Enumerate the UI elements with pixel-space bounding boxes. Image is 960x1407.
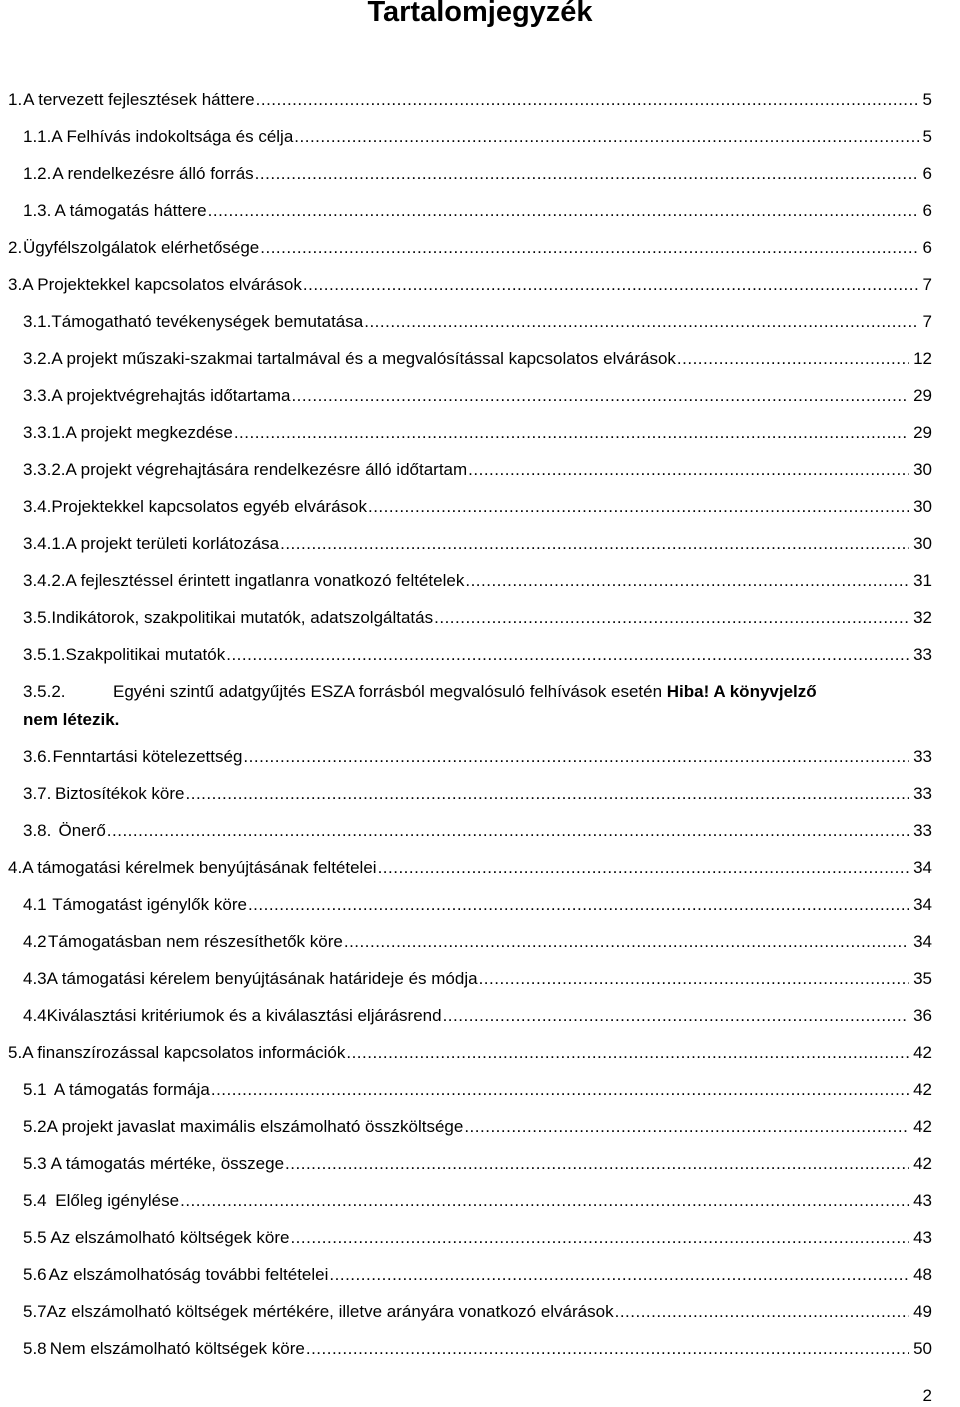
- toc-entry-title: A projekt megkezdése: [65, 423, 233, 442]
- toc-entry-page: 33: [913, 747, 932, 766]
- toc-entry-title: Fenntartási kötelezettség: [52, 747, 243, 766]
- toc-entry-line: [23, 311, 932, 333]
- toc-entry-line: [8, 857, 932, 879]
- toc-entry[interactable]: [0, 237, 960, 274]
- toc-entry-page: 6: [922, 201, 932, 220]
- toc-entry-page: 32: [913, 608, 932, 627]
- toc-entry-page: 50: [913, 1339, 932, 1358]
- dot-leader: [677, 348, 909, 370]
- toc-entry-line: [23, 496, 932, 518]
- bookmark-error-text-continued: nem létezik.: [23, 710, 120, 729]
- toc-entry-number: 4.: [8, 858, 23, 877]
- dot-leader: [346, 1042, 909, 1064]
- toc-entry[interactable]: [0, 1227, 960, 1264]
- toc-entry-page: 30: [913, 534, 932, 553]
- toc-entry-line: [23, 1190, 932, 1212]
- dot-leader: [464, 1116, 909, 1138]
- toc-entry[interactable]: [0, 89, 960, 126]
- toc-entry[interactable]: [0, 459, 960, 496]
- toc-entry-number: 3.3.1.: [23, 423, 66, 442]
- toc-entry-title: A tervezett fejlesztések háttere: [23, 90, 255, 109]
- toc-entry-page: 30: [913, 460, 932, 479]
- toc-entry-page: 42: [913, 1043, 932, 1062]
- dot-leader: [285, 1153, 909, 1175]
- dot-leader: [468, 459, 909, 481]
- toc-entry-title: A támogatás mértéke, összege: [50, 1154, 285, 1173]
- toc-entry-page: 7: [922, 312, 932, 331]
- toc-entry-line: [23, 968, 932, 990]
- toc-entry[interactable]: [0, 1338, 960, 1375]
- toc-entry-title: A Felhívás indokoltsága és célja: [51, 127, 294, 146]
- toc-entry-page: 7: [922, 275, 932, 294]
- toc-entry-title: Egyéni szintű adatgyűjtés ESZA forrásból megvalósuló felhívások esetén: [113, 682, 663, 701]
- dot-leader: [211, 1079, 909, 1101]
- toc-entry-title: A projekt javaslat maximális elszámolható összköltsége: [46, 1117, 464, 1136]
- toc-entry-line: [8, 89, 932, 111]
- toc-entry-title: A támogatás háttere: [54, 201, 207, 220]
- toc-entry-title: A támogatás formája: [53, 1080, 210, 1099]
- toc-entry-page: 36: [913, 1006, 932, 1025]
- toc-entry-number: 5.8: [23, 1339, 47, 1358]
- toc-entry-page: 12: [913, 349, 932, 368]
- toc-entry-line: [23, 570, 932, 592]
- toc-entry-line: [23, 894, 932, 916]
- toc-entry-number: 3.5.1.: [23, 645, 66, 664]
- toc-entry[interactable]: [0, 422, 960, 459]
- toc-entry-page: 30: [913, 497, 932, 516]
- dot-leader: [303, 274, 919, 296]
- dot-leader: [248, 894, 909, 916]
- toc-entry[interactable]: [0, 385, 960, 422]
- dot-leader: [364, 311, 918, 333]
- toc-entry-line: [23, 607, 932, 629]
- toc-entry-title: A projekt műszaki-szakmai tartalmával és a megvalósítással kapcsolatos elvárások: [51, 349, 676, 368]
- toc-entry-number: 1.: [8, 90, 23, 109]
- toc-entry-title: Támogatható tevékenységek bemutatása: [51, 312, 364, 331]
- toc-entry-number: 1.1.: [23, 127, 52, 146]
- toc-entry-page: 34: [913, 858, 932, 877]
- toc-entry-title: A fejlesztéssel érintett ingatlanra vonatkozó feltételek: [65, 571, 465, 590]
- dot-leader: [186, 783, 910, 805]
- toc-entry-page: 33: [913, 821, 932, 840]
- toc-entry[interactable]: [0, 931, 960, 968]
- toc-entry-title: Indikátorok, szakpolitikai mutatók, adatszolgáltatás: [51, 608, 434, 627]
- toc-entry-line: [23, 681, 932, 703]
- toc-entry-number: 3.5.2.: [23, 682, 66, 701]
- dot-leader: [368, 496, 909, 518]
- dot-leader: [291, 385, 909, 407]
- toc-entry-line: [23, 385, 932, 407]
- toc-entry[interactable]: [0, 783, 960, 820]
- toc-entry-page: 43: [913, 1228, 932, 1247]
- toc-entry[interactable]: [0, 496, 960, 533]
- toc-entry-title: A rendelkezésre álló forrás: [52, 164, 254, 183]
- toc-entry[interactable]: [0, 1153, 960, 1190]
- toc-entry-page: 5: [922, 90, 932, 109]
- toc-entry[interactable]: [0, 1301, 960, 1338]
- toc-entry-number: 4.4: [23, 1006, 47, 1025]
- toc-entry[interactable]: [0, 311, 960, 348]
- toc-entry-page: 34: [913, 895, 932, 914]
- toc-entry[interactable]: [0, 274, 960, 311]
- dot-leader: [256, 89, 919, 111]
- dot-leader: [234, 422, 909, 444]
- dot-leader: [465, 570, 909, 592]
- toc-entry-page: 35: [913, 969, 932, 988]
- toc-entry-number: 3.3.2.: [23, 460, 66, 479]
- toc-entry-title: Nem elszámolható költségek köre: [49, 1339, 305, 1358]
- toc-entry-number: 3.5.: [23, 608, 52, 627]
- dot-leader: [329, 1264, 909, 1286]
- toc-entry-page: 5: [922, 127, 932, 146]
- toc-entry[interactable]: [0, 348, 960, 385]
- toc-entry-line: [23, 1301, 932, 1323]
- toc-entry-line: [23, 163, 932, 185]
- dot-leader: [226, 644, 909, 666]
- toc-entry-page: 34: [913, 932, 932, 951]
- toc-entry-line: [23, 783, 932, 805]
- toc-entry-line: [23, 126, 932, 148]
- toc-entry-title: A projekt területi korlátozása: [65, 534, 280, 553]
- toc-entry[interactable]: [0, 968, 960, 1005]
- toc-entry-title: Önerő: [58, 821, 106, 840]
- toc-entry-line: [8, 1042, 932, 1064]
- toc-entry[interactable]: [0, 746, 960, 783]
- page-number: 2: [922, 1386, 932, 1405]
- toc-entry-number: 3.4.2.: [23, 571, 66, 590]
- toc-entry[interactable]: [0, 857, 960, 894]
- toc-entry-page: 6: [922, 164, 932, 183]
- dot-leader: [479, 968, 910, 990]
- toc-entry-line: [23, 348, 932, 370]
- toc-entry-page: 33: [913, 784, 932, 803]
- toc-entry-line: [23, 1005, 932, 1027]
- toc-entry-line: [23, 459, 932, 481]
- toc-entry-page: 31: [913, 571, 932, 590]
- toc-entry-line: [23, 200, 932, 222]
- toc-entry-title: A projekt végrehajtására rendelkezésre álló időtartam: [65, 460, 468, 479]
- toc-entry-line: [23, 422, 932, 444]
- dot-leader: [378, 857, 910, 879]
- toc-entry-page: 43: [913, 1191, 932, 1210]
- toc-entry-title: Biztosítékok köre: [55, 784, 185, 803]
- toc-entry-title: Szakpolitikai mutatók: [65, 645, 226, 664]
- toc-entry-number: 5.: [8, 1043, 23, 1062]
- toc-entry[interactable]: [0, 126, 960, 163]
- toc-entry[interactable]: [0, 1116, 960, 1153]
- toc-entry-number: 4.2: [23, 932, 47, 951]
- toc-entry-page: 48: [913, 1265, 932, 1284]
- toc-entry-line: [23, 1264, 932, 1286]
- toc-entry-page: 49: [913, 1302, 932, 1321]
- toc-entry-title: Kiválasztási kritériumok és a kiválasztási eljárásrend: [46, 1006, 442, 1025]
- toc-entry[interactable]: [0, 1005, 960, 1042]
- dot-leader: [306, 1338, 909, 1360]
- toc-entry-number: 5.6: [23, 1265, 47, 1284]
- toc-entry-title: Az elszámolható költségek köre: [50, 1228, 290, 1247]
- dot-leader: [294, 126, 918, 148]
- toc-entry-page: 29: [913, 386, 932, 405]
- toc-entry-line: [23, 820, 932, 842]
- toc-entry-title: A projektvégrehajtás időtartama: [51, 386, 291, 405]
- toc-entry[interactable]: [0, 1079, 960, 1116]
- toc-entry[interactable]: [0, 607, 960, 644]
- dot-leader: [434, 607, 909, 629]
- toc-entry[interactable]: [0, 1042, 960, 1079]
- toc-entry-title: Projektekkel kapcsolatos egyéb elvárások: [51, 497, 367, 516]
- toc-entry-number: 3.4.1.: [23, 534, 66, 553]
- toc-entry[interactable]: [0, 681, 960, 746]
- toc-entry[interactable]: [0, 533, 960, 570]
- toc-entry-page: 33: [913, 645, 932, 664]
- toc-entry-title: Ügyfélszolgálatok elérhetősége: [23, 238, 260, 257]
- toc-entry-title: A finanszírozással kapcsolatos információk: [22, 1043, 346, 1062]
- dot-leader: [344, 931, 909, 953]
- toc-entry-number: 3.1.: [23, 312, 52, 331]
- toc-entry[interactable]: [0, 200, 960, 237]
- bookmark-error-text: Hiba! A könyvjelző: [666, 682, 817, 701]
- toc-entry-number: 3.8.: [23, 821, 52, 840]
- toc-entry-number: 5.3: [23, 1154, 47, 1173]
- toc-entry-line: [23, 746, 932, 768]
- toc-entry-number: 3.7.: [23, 784, 52, 803]
- toc-entry-number: 3.6.: [23, 747, 52, 766]
- toc-entry-title: A Projektekkel kapcsolatos elvárások: [22, 275, 302, 294]
- toc-entry-number: 1.2.: [23, 164, 52, 183]
- toc-entry-number: 4.3: [23, 969, 47, 988]
- toc-entry-line: [23, 533, 932, 555]
- toc-entry[interactable]: [0, 163, 960, 200]
- dot-leader: [443, 1005, 910, 1027]
- toc-entry-number: 3.2.: [23, 349, 52, 368]
- toc-entry-number: 1.3.: [23, 201, 52, 220]
- toc-entry-number: 5.4: [23, 1191, 47, 1210]
- toc-entry-line: [23, 1227, 932, 1249]
- toc-entry-number: 4.1: [23, 895, 47, 914]
- toc-entry-line: [23, 931, 932, 953]
- toc-entry[interactable]: [0, 820, 960, 857]
- toc-entry-title: Támogatást igénylők köre: [52, 895, 247, 914]
- toc-entry-title: Az elszámolható költségek mértékére, illetve arányára vonatkozó elvárások: [46, 1302, 614, 1321]
- dot-leader: [208, 200, 919, 222]
- toc-entry-page: 42: [913, 1154, 932, 1173]
- toc-entry[interactable]: [0, 644, 960, 681]
- dot-leader: [615, 1301, 909, 1323]
- toc-entry[interactable]: [0, 1264, 960, 1301]
- toc-entry-number: 3.: [8, 275, 23, 294]
- page-title: Tartalomjegyzék: [367, 0, 593, 28]
- toc-entry-number: 5.1: [23, 1080, 47, 1099]
- toc-entry-line: [23, 1338, 932, 1360]
- toc-entry-title: A támogatási kérelem benyújtásának határideje és módja: [46, 969, 478, 988]
- dot-leader: [107, 820, 909, 842]
- toc-entry-page: 29: [913, 423, 932, 442]
- toc-entry[interactable]: [0, 894, 960, 931]
- dot-leader: [290, 1227, 909, 1249]
- toc-entry-title: Az elszámolhatóság további feltételei: [48, 1265, 329, 1284]
- toc-entry-line: [23, 644, 932, 666]
- toc-entry-line: [23, 1079, 932, 1101]
- toc-entry-page: 6: [922, 238, 932, 257]
- dot-leader: [260, 237, 918, 259]
- toc-entry-number: 5.5: [23, 1228, 47, 1247]
- toc-entry-number: 3.4.: [23, 497, 52, 516]
- dot-leader: [255, 163, 919, 185]
- toc-entry-title: Előleg igénylése: [55, 1191, 180, 1210]
- toc-entry-line: [8, 237, 932, 259]
- toc-entry[interactable]: [0, 1190, 960, 1227]
- toc-entry-number: 5.2: [23, 1117, 47, 1136]
- toc-entry-number: 5.7: [23, 1302, 47, 1321]
- toc-entry-page: 42: [913, 1080, 932, 1099]
- toc-entry-title: A támogatási kérelmek benyújtásának feltételei: [22, 858, 377, 877]
- dot-leader: [280, 533, 909, 555]
- toc-entry-number: 2.: [8, 238, 23, 257]
- dot-leader: [243, 746, 909, 768]
- toc-entry-line: [23, 1116, 932, 1138]
- dot-leader: [180, 1190, 909, 1212]
- toc-entry-line: [23, 1153, 932, 1175]
- toc-entry-line: [8, 274, 932, 296]
- table-of-contents: [0, 89, 960, 1375]
- toc-entry-page: 42: [913, 1117, 932, 1136]
- toc-entry-number: 3.3.: [23, 386, 52, 405]
- toc-entry-title: Támogatásban nem részesíthetők köre: [48, 932, 343, 951]
- toc-entry[interactable]: [0, 570, 960, 607]
